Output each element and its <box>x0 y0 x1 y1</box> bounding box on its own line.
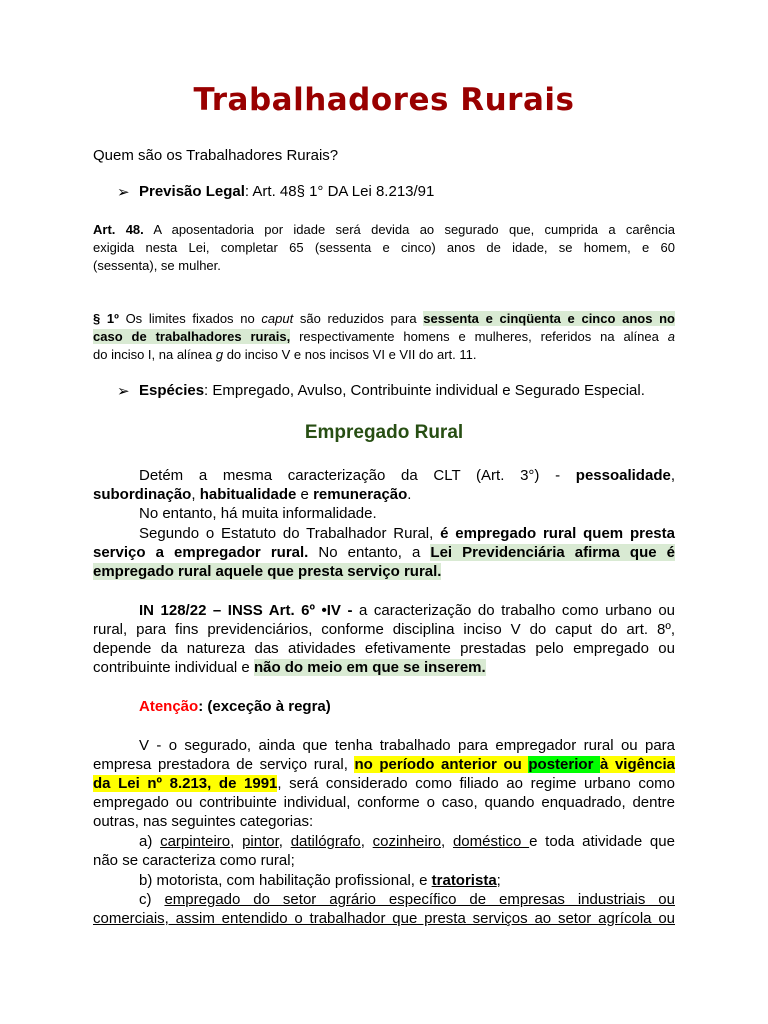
par1-text-2: respectivamente homens e mulheres, referidos na alínea <box>290 329 668 344</box>
word-tratorista: tratorista <box>431 872 497 889</box>
word-domestico: doméstico <box>452 833 530 850</box>
art48-label: Art. 48. <box>93 222 144 237</box>
item-a-prefix: a) <box>139 833 161 850</box>
inciso-v-text-2: empresa prestadora de serviço rural, <box>93 756 355 773</box>
in128-line-1 <box>139 601 675 620</box>
in128-label: IN 128/22 – INSS Art. 6º •IV - <box>139 602 353 619</box>
art48-line-1 <box>93 221 675 239</box>
previsao-text: : Art. 48§ 1° DA Lei 8.213/91 <box>244 183 435 200</box>
in128-text-4: contribuinte individual e <box>93 659 254 676</box>
item-a-rest: e toda atividade que <box>529 833 675 850</box>
inciso-v-line-1: V - o segurado, ainda que tenha trabalhado para empregador rural ou para <box>139 737 675 754</box>
item-a-line-2: não se caracteriza como rural; <box>93 852 295 869</box>
par1-text-3b: do inciso V e nos incisos VI e VII do art. 11. <box>223 347 477 362</box>
comma: , <box>191 486 200 503</box>
previsao-label: Previsão Legal <box>139 183 245 200</box>
inciso-v-line-3 <box>93 774 675 793</box>
par1-label: § 1º <box>93 311 119 326</box>
estatuto-bold-c: serviço a empregador rural. <box>93 544 309 561</box>
period: . <box>407 486 412 503</box>
in128-highlight: não do meio em que se inserem. <box>253 659 486 676</box>
estatuto-bold-b: é empregado rural quem presta <box>440 525 675 542</box>
par1-alinea-a: a <box>667 329 675 344</box>
estatuto-text-d: No entanto, a <box>308 544 431 561</box>
bullet-arrow-icon: ➢ <box>117 184 130 201</box>
estatuto-line-2 <box>93 543 675 562</box>
item-c-underlined-2: comerciais, assim entendido o trabalhador que presta serviços ao setor agrícola ou <box>93 910 675 927</box>
art48-text-1: A aposentadoria por idade será devida ao segurado que, cumprida a carência <box>143 222 675 237</box>
term-habitualidade: habitualidade <box>199 486 297 503</box>
inciso-v-line-4: empregado ou contribuinte individual, conforme o caso, quando enquadrado, dentre <box>93 794 675 811</box>
estatuto-text-a: Segundo o Estatuto do Trabalhador Rural, <box>139 525 441 542</box>
inciso-v-highlight-1: no período anterior ou <box>354 756 529 773</box>
item-b-end: ; <box>496 872 501 889</box>
item-a-line-1 <box>139 832 675 851</box>
par1-alinea-g: g <box>215 347 224 362</box>
estatuto-highlight-f: empregado rural aquele que presta serviço rural. <box>93 563 442 580</box>
word-datilografo: datilógrafo <box>290 833 361 850</box>
par1-text-1b: são reduzidos para <box>293 311 424 326</box>
par1-highlight-1: sessenta e cinqüenta e cinco anos no <box>423 311 675 326</box>
especies-label: Espécies <box>139 382 205 399</box>
in128-text-1: a caracterização do trabalho como urbano ou <box>352 602 675 619</box>
in128-line-4 <box>93 658 675 677</box>
par1-text-1: Os limites fixados no <box>118 311 262 326</box>
intro-question: Quem são os Trabalhadores Rurais? <box>93 147 339 164</box>
especies <box>139 382 645 399</box>
inciso-v-highlight-3: à vigência <box>600 756 675 773</box>
estatuto-highlight-e: Lei Previdenciária afirma que é <box>430 544 676 561</box>
detem-line-1 <box>139 466 675 485</box>
conj-e: e <box>296 486 314 503</box>
par1-text-3a: do inciso I, na alínea <box>93 347 216 362</box>
inciso-v-highlight-2: posterior <box>528 756 601 773</box>
inciso-v-text-3: , será considerado como filiado ao regime urbano como <box>277 775 676 792</box>
in128-line-2: rural, para fins previdenciários, conforme disciplina inciso V do caput do art. 8º, <box>93 621 675 638</box>
item-b-prefix: b) motorista, com habilitação profissional, e <box>139 872 432 889</box>
item-c-line-1 <box>139 890 675 909</box>
par1-line-1 <box>93 310 675 328</box>
art48-line-3: (sessenta), se mulher. <box>93 258 221 273</box>
term-remuneracao: remuneração <box>313 486 408 503</box>
estatuto-line-3 <box>93 562 675 581</box>
inciso-v-highlight-4: da Lei nº 8.213, de 1991 <box>93 775 278 792</box>
sep: , <box>441 833 453 850</box>
atencao-label: Atenção <box>139 698 199 715</box>
art48-line-2: exigida nesta Lei, completar 65 (sessenta e cinco) anos de idade, se homem, e 60 <box>93 240 675 255</box>
atencao-text: : (exceção à regra) <box>198 698 331 715</box>
item-c-prefix: c) <box>139 891 165 908</box>
especies-text: : Empregado, Avulso, Contribuinte individual e Segurado Especial. <box>204 382 645 399</box>
par1-highlight-2: caso de trabalhadores rurais, <box>93 329 291 344</box>
item-c-line-2 <box>93 909 675 928</box>
par1-line-3 <box>93 346 675 364</box>
par1-line-2 <box>93 328 675 346</box>
in128-line-3: depende da natureza das atividades efetivamente prestadas pelo empregado ou <box>93 640 675 657</box>
sep: , <box>278 833 291 850</box>
term-pessoalidade: pessoalidade <box>575 467 671 484</box>
word-pintor: pintor <box>242 833 279 850</box>
previsao-legal <box>139 183 434 200</box>
item-c-underlined-1: empregado do setor agrário específico de empresas industriais ou <box>164 891 675 908</box>
inciso-v-line-2 <box>93 755 675 774</box>
term-subordinacao: subordinação <box>93 486 192 503</box>
atencao-line <box>139 697 675 716</box>
detem-text: Detém a mesma caracterização da CLT (Art. 3°) - <box>139 467 576 484</box>
page-title: Trabalhadores Rurais <box>193 82 575 118</box>
item-b-line <box>139 871 675 890</box>
comma: , <box>670 467 675 484</box>
section-heading-empregado-rural: Empregado Rural <box>304 422 464 443</box>
detem-line-2 <box>93 485 675 504</box>
estatuto-line-1 <box>139 524 675 543</box>
sep: , <box>230 833 243 850</box>
word-carpinteiro: carpinteiro <box>160 833 231 850</box>
bullet-arrow-icon: ➢ <box>117 383 130 400</box>
par1-caput: caput <box>261 311 294 326</box>
sep: , <box>360 833 373 850</box>
informalidade-line: No entanto, há muita informalidade. <box>139 505 377 522</box>
word-cozinheiro: cozinheiro <box>372 833 442 850</box>
inciso-v-line-5: outras, nas seguintes categorias: <box>93 813 314 830</box>
